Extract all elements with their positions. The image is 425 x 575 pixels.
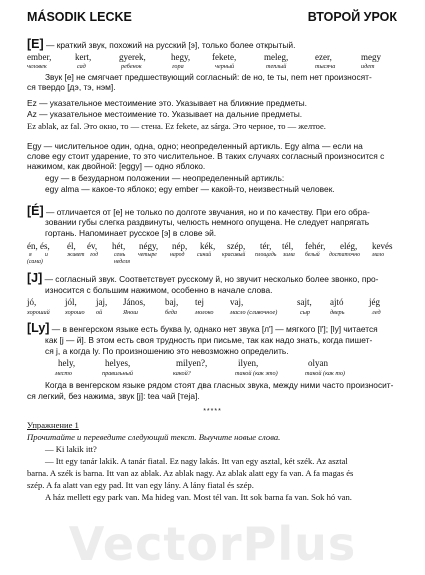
ly-description-line: как [j — й]. В этом есть своя трудность при письме, так как надо знать, когда пишет- [45, 335, 373, 345]
egy-definition-line: нажимом, как двойной: [eggy] — одно яблоко. [27, 161, 206, 171]
word-item: év, [87, 241, 98, 251]
exercise-text-line: szép. A fa alatt van egy pad. Itt van egy lány. A lány fiatal és szép. [27, 480, 254, 490]
word-item: tej [195, 297, 204, 307]
section-divider: ***** [203, 408, 222, 415]
translation-item: дверь [330, 309, 345, 316]
e-description: — краткий звук, похожий на русский [э], только более открытый. [46, 40, 296, 50]
egy-definition-line: слове egy стоит ударение, то это числительное. В таких случаях согласный произносится с [27, 151, 385, 161]
word-item: ilyen, [238, 358, 259, 368]
word-item: János, [123, 297, 146, 307]
translation-item: сыр [300, 309, 311, 316]
translation-item: белый [305, 252, 320, 258]
word-item: jól, [65, 297, 77, 307]
word-item: fekete, [212, 52, 237, 62]
ly-description: — в венгерском языке есть буква ly, однако нет звука [л'] — мягкого [l']; [ly] читается [51, 324, 378, 334]
word-item: szép, [227, 241, 246, 251]
word-item: ajtó [330, 297, 344, 307]
word-item: él, [67, 241, 76, 251]
ee-description: — отличается от [е] не только по долготе звучания, но и по качеству. При его обра- [46, 207, 370, 217]
translation-item: черный [215, 63, 235, 70]
word-item: hegy, [171, 52, 191, 62]
translation-item: такой (как то) [305, 370, 345, 377]
translation-item: синий [197, 252, 212, 258]
translation-item: живет [67, 252, 85, 258]
ly-note-line: ся легкий, без нажима, звук [j]: tea чай [теjа]. [27, 391, 200, 401]
j-description: — согласный звук. Соответствует русскому й, но звучит несколько более звонко, про- [44, 274, 379, 284]
word-item: hely, [58, 358, 76, 368]
egy-definition-line: Egy — числительное один, одна, одно; неопределенный артикль. Egy alma — если на [27, 141, 363, 151]
translation-item: ребенок [121, 63, 142, 70]
egy-article-note: egy — в безударном положении — неопределенный артикль: [45, 173, 285, 183]
ly-description-line: ся j, а когда ly. По произношению это невозможно определить. [45, 346, 289, 356]
watermark: VectorPlus [68, 517, 357, 571]
translation-item: идет [361, 63, 375, 70]
translation-item: площадь [255, 252, 277, 258]
ly-symbol: [Ly] [27, 321, 50, 335]
translation-item: теплый [266, 63, 287, 70]
ee-symbol: [É] [27, 204, 44, 218]
exercise-text-line: — Itt egy tanár lakik. A tanár fiatal. Ez nagy lakás. Itt van egy asztal, két szék. Az asztal [45, 456, 348, 466]
translation-item: год [90, 252, 99, 258]
word-item: helyes, [105, 358, 131, 368]
translation-item: неделя [114, 259, 130, 265]
translation-item: тысяча [315, 63, 336, 70]
j-description-line: износится с большим нажимом, особенно в начале слова. [45, 285, 273, 295]
e-note-line: ся твердо [дэ, тэ, нэм]. [27, 82, 116, 92]
j-symbol: [J] [27, 271, 43, 285]
translation-item: гора [172, 63, 184, 70]
word-item: olyan [308, 358, 328, 368]
word-item: kék, [200, 241, 216, 251]
word-item: én, és, [27, 241, 50, 251]
word-item: kert, [75, 52, 92, 62]
word-item: vaj, [230, 297, 244, 307]
e-sound-definition [27, 39, 295, 50]
e-note-line: Звук [е] не смягчает предшествующий согласный: de но, te ты, nem нет произносят- [45, 72, 372, 82]
translation-item: ой [96, 309, 103, 316]
word-item: jó, [27, 297, 37, 307]
translation-item: такой (как это) [235, 370, 278, 377]
word-item: tél, [282, 241, 294, 251]
ly-note-line: Когда в венгерском языке рядом стоят два гласных звука, между ними часто произносит- [45, 380, 394, 390]
translation-item: хороший [27, 309, 50, 316]
egy-article-example: egy alma — какое-то яблоко; egy ember — какой-то, неизвестный человек. [45, 184, 335, 194]
ly-sound-definition [27, 323, 378, 334]
translation-item: молоко [195, 309, 214, 316]
translation-item: хорошо [65, 309, 85, 316]
translation-item: какой? [173, 370, 191, 377]
translation-item: зима [283, 252, 295, 258]
exercise-text-line: — Ki lakik itt? [45, 444, 97, 454]
page-header [27, 10, 397, 26]
word-item: meleg, [264, 52, 289, 62]
word-item: sajt, [297, 297, 312, 307]
exercise-text-line: barna. A szék is barna. Itt van az ablak. Az ablak nagy. Az ablak alatt egy fa van. A fa magas és [27, 468, 354, 478]
word-item: ember, [27, 52, 52, 62]
translation-item: Янош [123, 309, 138, 316]
word-item: jaj, [96, 297, 108, 307]
word-item: fehér, [305, 241, 326, 251]
word-item: gyerek, [119, 52, 146, 62]
ez-az-example: Ez ablak, az fal. Это окно, то — стена. Ez fekete, az sárga. Это черное, то — желтое. [27, 121, 326, 131]
az-definition: Az — указательное местоимение то. Указывает на дальние предметы. [27, 109, 303, 119]
lesson-title-hungarian: MÁSODIK LECKE [27, 10, 132, 24]
translation-item: беда [165, 309, 177, 316]
word-item: hét, [112, 241, 126, 251]
lesson-title-russian: ВТОРОЙ УРОК [307, 10, 397, 24]
j-sound-definition [27, 273, 378, 284]
ee-sound-definition [27, 206, 370, 217]
translation-item: правильный [102, 370, 133, 377]
translation-item: я [29, 252, 32, 258]
translation-item: место [55, 370, 72, 377]
translation-item: достаточно [329, 252, 361, 258]
word-item: tér, [260, 241, 272, 251]
ez-definition: Ez — указательное местоимение это. Указывает на ближние предметы. [27, 98, 308, 108]
translation-item: человек [27, 63, 47, 70]
translation-item: народ [170, 252, 185, 258]
translation-item: мало [372, 252, 385, 258]
translation-item: масло (сливочное) [230, 309, 278, 316]
translation-item: лед [372, 309, 381, 316]
e-symbol: [E] [27, 37, 44, 51]
word-item: kevés [372, 241, 393, 251]
translation-item: четыре [138, 252, 157, 258]
word-item: baj, [165, 297, 179, 307]
word-item: megy [361, 52, 381, 62]
translation-item: красивый [222, 252, 246, 258]
word-item: ezer, [315, 52, 332, 62]
exercise-title: Упражнение 1 [27, 420, 79, 430]
exercise-instructions: Прочитайте и переведите следующий текст. Выучите новые слова. [27, 432, 281, 442]
word-item: jég [369, 297, 380, 307]
ee-description-line: гортань. Напоминает русское [э] в слове эй. [45, 228, 217, 238]
word-item: nép, [172, 241, 188, 251]
word-item: négy, [139, 241, 159, 251]
translation-item: семь [114, 252, 126, 258]
translation-item: (сама) [27, 259, 43, 265]
translation-item: сад [77, 63, 86, 70]
exercise-text-line: A ház mellett egy park van. Ma hideg van. Most tél van. Itt sok barna fa van. Sok hó van. [45, 492, 352, 502]
translation-item: и [45, 252, 48, 258]
ee-description-line: зовании губы слегка раздвинуты, челюсть немного опущена. Не следует напрягать [45, 217, 370, 227]
word-item: milyen?, [176, 358, 208, 368]
word-item: elég, [340, 241, 358, 251]
